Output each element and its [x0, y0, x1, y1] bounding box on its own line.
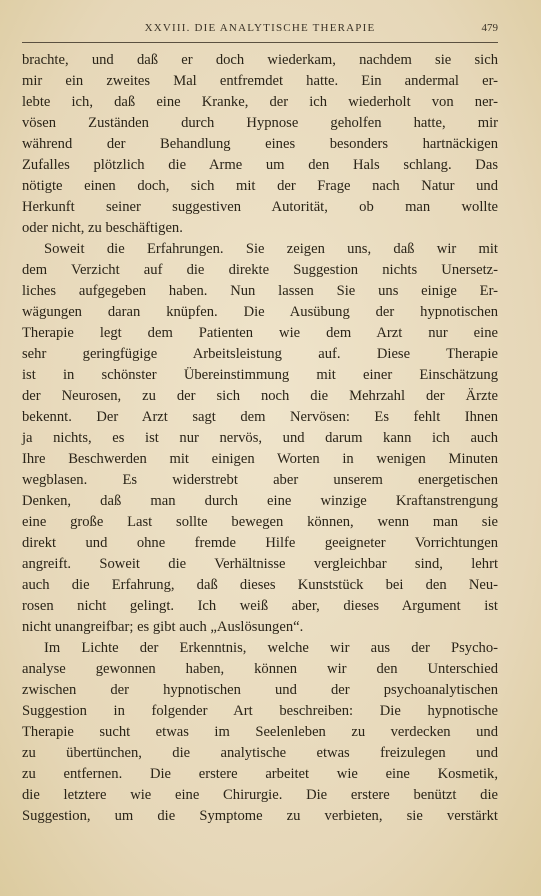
- text-line: Therapie legt dem Patienten wie dem Arzt nur eine: [22, 325, 498, 341]
- text-line: bekennt. Der Arzt sagt dem Nervösen: Es fehlt Ihnen: [22, 409, 498, 425]
- text-line: Im Lichte der Erkenntnis, welche wir aus der Psycho-: [44, 640, 498, 656]
- text-line: zwischen der hypnotischen und der psychoanalytischen: [22, 682, 498, 698]
- body-text: [22, 50, 498, 827]
- text-line: analyse gewonnen haben, können wir den Unterschied: [22, 661, 498, 677]
- text-line: nötigte einen doch, sich mit der Frage nach Natur und: [22, 178, 498, 194]
- text-line: sehr geringfügige Arbeitsleistung auf. Diese Therapie: [22, 346, 498, 362]
- text-line: Ihre Beschwerden mit einigen Worten in wenigen Minuten: [22, 451, 498, 467]
- text-line: Zufalles plötzlich die Arme um den Hals schlang. Das: [22, 157, 498, 173]
- text-line: dem Verzicht auf die direkte Suggestion nichts Unersetz-: [22, 262, 498, 278]
- text-line: eine große Last sollte bewegen können, wenn man sie: [22, 514, 498, 530]
- text-line: während der Behandlung eines besonders hartnäckigen: [22, 136, 498, 152]
- text-line: direkt und ohne fremde Hilfe geeigneter Vorrichtungen: [22, 535, 498, 551]
- text-line: die letztere wie eine Chirurgie. Die erstere benützt die: [22, 787, 498, 803]
- text-line: lebte ich, daß eine Kranke, der ich wiederholt von ner-: [22, 94, 498, 110]
- text-line: vösen Zuständen durch Hypnose geholfen hatte, mir: [22, 115, 498, 131]
- text-line: zu übertünchen, die analytische etwas freizulegen und: [22, 745, 498, 761]
- text-line: Herkunft seiner suggestiven Autorität, ob man wollte: [22, 199, 498, 215]
- text-line: zu entfernen. Die erstere arbeitet wie eine Kosmetik,: [22, 766, 498, 782]
- running-head: [22, 20, 498, 43]
- text-line: Suggestion in folgender Art beschreiben: Die hypnotische: [22, 703, 498, 719]
- text-line: rosen nicht gelingt. Ich weiß aber, dieses Argument ist: [22, 598, 498, 614]
- text-line: oder nicht, zu beschäftigen.: [22, 220, 183, 236]
- text-line: Therapie sucht etwas im Seelenleben zu verdecken und: [22, 724, 498, 740]
- text-line: liches aufgegeben haben. Nun lassen Sie uns einige Er-: [22, 283, 498, 299]
- text-line: auch die Erfahrung, daß dieses Kunststück bei den Neu-: [22, 577, 498, 593]
- text-line: wägungen daran knüpfen. Die Ausübung der hypnotischen: [22, 304, 498, 320]
- text-line: mir ein zweites Mal entfremdet hatte. Ein andermal er-: [22, 73, 498, 89]
- text-line: wegblasen. Es widerstrebt aber unserem energetischen: [22, 472, 498, 488]
- page-number: 479: [481, 22, 498, 34]
- text-line: nicht unangreifbar; es gibt auch „Auslösungen“.: [22, 619, 304, 635]
- chapter-title: XXVIII. DIE ANALYTISCHE THERAPIE: [144, 22, 376, 34]
- text-line: angreift. Soweit die Verhältnisse vergleichbar sind, lehrt: [22, 556, 498, 572]
- text-line: der Neurosen, zu der sich noch die Mehrzahl der Ärzte: [22, 388, 498, 404]
- text-line: Suggestion, um die Symptome zu verbieten, sie verstärkt: [22, 808, 498, 824]
- text-line: ist in schönster Übereinstimmung mit einer Einschätzung: [22, 367, 498, 383]
- text-line: brachte, und daß er doch wiederkam, nachdem sie sich: [22, 52, 498, 68]
- text-line: ja nichts, es ist nur nervös, und darum kann ich auch: [22, 430, 498, 446]
- text-line: Soweit die Erfahrungen. Sie zeigen uns, daß wir mit: [44, 241, 498, 257]
- text-line: Denken, daß man durch eine winzige Kraftanstrengung: [22, 493, 498, 509]
